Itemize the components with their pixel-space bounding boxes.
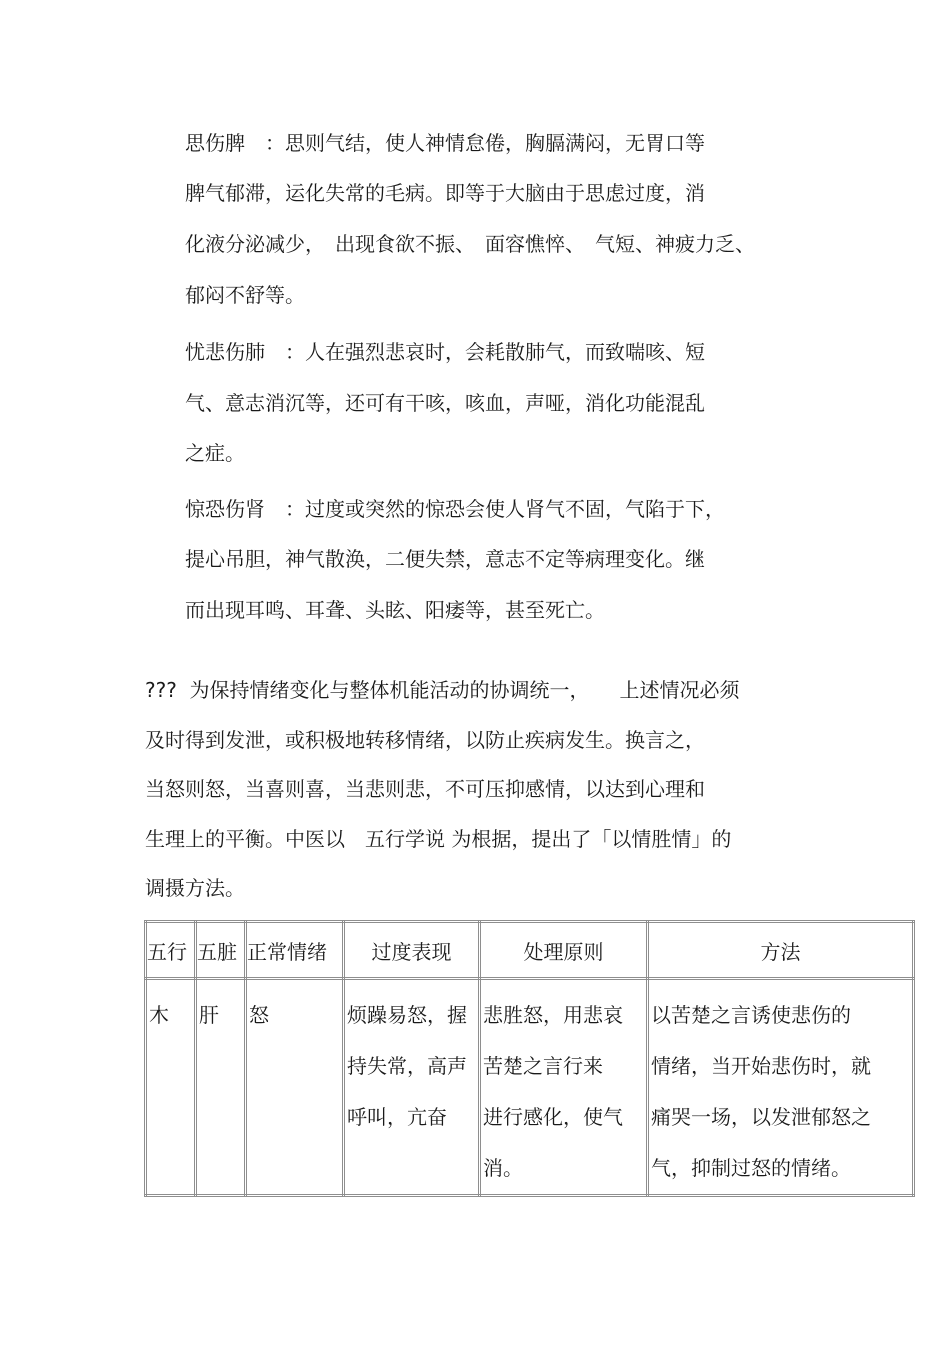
cell-principle: 悲胜怒，用悲哀 苦楚之言行来 进行感化，使气 消。 [483, 1003, 623, 1180]
table-cell [246, 979, 344, 1196]
paragraph-line: 之症。 [185, 441, 245, 465]
paragraph-line: 调摄方法。 [145, 876, 245, 900]
paragraph-line: 气、意志消沉等，还可有干咳，咳血，声哑，消化功能混乱 [185, 391, 705, 415]
paragraph-line: 脾气郁滞，运化失常的毛病。即等于大脑由于思虑过度，消 [185, 181, 705, 205]
paragraph-line: 而出现耳鸣、耳聋、头眩、阳痿等，甚至死亡。 [185, 598, 605, 622]
wuxing-emotion-table [144, 920, 915, 1197]
table-cell [196, 979, 246, 1196]
cell-emotion: 怒 [249, 1003, 269, 1027]
paragraph-line: 及时得到发泄，或积极地转移情绪，以防止疾病发生。换言之， [145, 728, 705, 752]
table-header-cell: 五脏 [196, 922, 246, 979]
table-header-cell: 正常情绪 [246, 922, 344, 979]
cell-wuzang: 肝 [199, 1003, 219, 1027]
table-header-cell: 处理原则 [480, 922, 648, 979]
cell-excess: 烦躁易怒，握 持失常，高声 呼叫，亢奋 [347, 1003, 467, 1129]
table-header-cell: 五行 [146, 922, 196, 979]
paragraph-line: 思伤脾 ：思则气结，使人神情怠倦，胸膈满闷，无胃口等 [185, 131, 705, 155]
table-cell [146, 979, 196, 1196]
cell-method: 以苦楚之言诱使悲伤的 情绪，当开始悲伤时，就 痛哭一场，以发泄郁怒之 气，抑制过怒的情绪。 [651, 1003, 871, 1180]
paragraph-line: 惊恐伤肾 ：过度或突然的惊恐会使人肾气不固，气陷于下， [185, 497, 725, 521]
paragraph-line: 忧悲伤肺 ：人在强烈悲哀时，会耗散肺气，而致喘咳、短 [185, 340, 705, 364]
table-row [146, 979, 914, 1196]
paragraph-line: 郁闷不舒等。 [185, 283, 305, 307]
table-cell [344, 979, 480, 1196]
table-header-cell: 方法 [648, 922, 914, 979]
table-header-row [146, 922, 914, 979]
paragraph-line: ??? 为保持情绪变化与整体机能活动的协调统一， 上述情况必须 [145, 678, 740, 702]
table-header-cell: 过度表现 [344, 922, 480, 979]
paragraph-line: 提心吊胆，神气散涣，二便失禁，意志不定等病理变化。继 [185, 547, 705, 571]
paragraph-line: 化液分泌减少， 出现食欲不振、 面容憔悴、 气短、神疲力乏、 [185, 232, 755, 256]
paragraph-line: 生理上的平衡。中医以 五行学说 为根据，提出了「以情胜情」的 [145, 827, 732, 851]
cell-wuxing: 木 [149, 1003, 169, 1027]
table-cell [480, 979, 648, 1196]
table-cell [648, 979, 914, 1196]
paragraph-line: 当怒则怒，当喜则喜，当悲则悲，不可压抑感情，以达到心理和 [145, 777, 705, 801]
